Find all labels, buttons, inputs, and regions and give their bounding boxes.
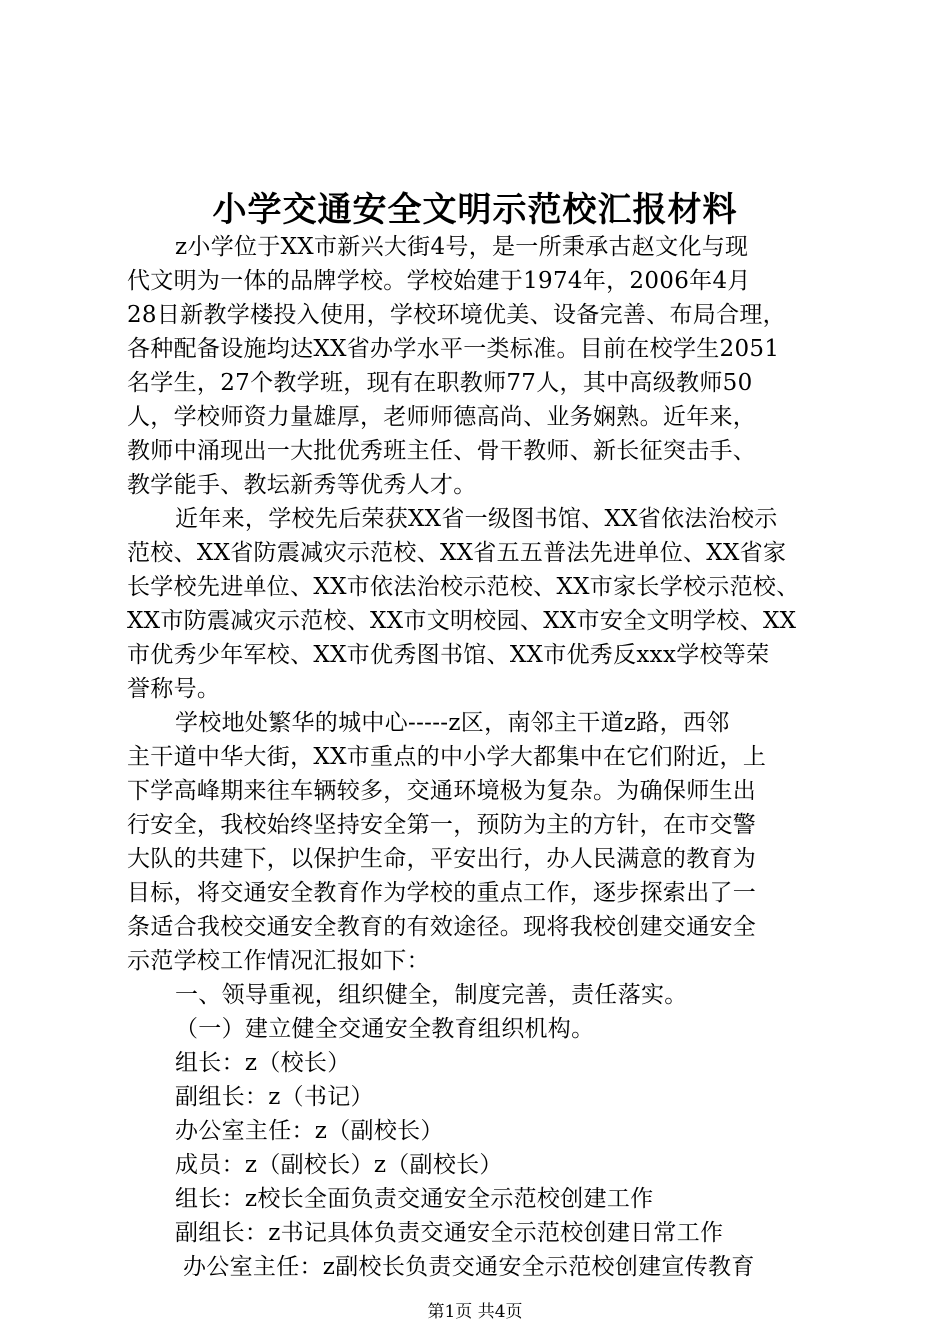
body-line: 副组长：z（书记）: [175, 1084, 374, 1110]
body-line: 教师中涌现出一大批优秀班主任、骨干教师、新长征突击手、: [127, 438, 757, 464]
body-line: 条适合我校交通安全教育的有效途径。现将我校创建交通安全: [127, 914, 757, 940]
body-line: z小学位于XX市新兴大街4号，是一所秉承古赵文化与现: [175, 234, 749, 260]
body-line: 办公室主任：z副校长负责交通安全示范校创建宣传教育: [183, 1254, 755, 1280]
document-title: 小学交通安全文明示范校汇报材料: [212, 190, 738, 230]
body-line: 范校、XX省防震减灾示范校、XX省五五普法先进单位、XX省家: [127, 540, 787, 566]
page-number: 第1页 共4页: [427, 1302, 523, 1322]
body-line: 主干道中华大街，XX市重点的中小学大都集中在它们附近，上: [127, 744, 767, 770]
body-line: 行安全，我校始终坚持安全第一，预防为主的方针，在市交警: [127, 812, 757, 838]
body-line: 28日新教学楼投入使用，学校环境优美、设备完善、布局合理，: [127, 302, 786, 328]
subsection-heading: （一）建立健全交通安全教育组织机构。: [175, 1016, 595, 1042]
body-line: 各种配备设施均达XX省办学水平一类标准。目前在校学生2051: [127, 336, 780, 362]
body-line: 代文明为一体的品牌学校。学校始建于1974年，2006年4月: [127, 268, 751, 294]
body-line: 名学生，27个教学班，现有在职教师77人，其中高级教师50: [127, 370, 753, 396]
body-line: 大队的共建下，以保护生命，平安出行，办人民满意的教育为: [127, 846, 757, 872]
body-line: 成员：z（副校长）z（副校长）: [175, 1152, 503, 1178]
body-line: XX市防震减灾示范校、XX市文明校园、XX市安全文明学校、XX: [127, 608, 797, 634]
body-line: 组长：z校长全面负责交通安全示范校创建工作: [175, 1186, 654, 1212]
body-line: 市优秀少年军校、XX市优秀图书馆、XX市优秀反xxx学校等荣: [127, 642, 770, 668]
body-line: 副组长：z书记具体负责交通安全示范校创建日常工作: [175, 1220, 724, 1246]
body-line: 学校地处繁华的城中心-----z区，南邻主干道z路，西邻: [175, 710, 730, 736]
body-line: 组长：z（校长）: [175, 1050, 351, 1076]
section-heading: 一、领导重视，组织健全，制度完善，责任落实。: [175, 982, 688, 1008]
body-line: 示范学校工作情况汇报如下：: [127, 948, 430, 974]
body-line: 人，学校师资力量雄厚，老师师德高尚、业务娴熟。近年来，: [127, 404, 757, 430]
body-line: 办公室主任：z（副校长）: [175, 1118, 444, 1144]
body-line: 长学校先进单位、XX市依法治校示范校、XX市家长学校示范校、: [127, 574, 800, 600]
body-line: 教学能手、教坛新秀等优秀人才。: [127, 472, 477, 498]
body-line: 下学高峰期来往车辆较多，交通环境极为复杂。为确保师生出: [127, 778, 757, 804]
body-line: 誉称号。: [127, 676, 221, 702]
body-line: 近年来，学校先后荣获XX省一级图书馆、XX省依法治校示: [175, 506, 778, 532]
body-line: 目标，将交通安全教育作为学校的重点工作，逐步探索出了一: [127, 880, 757, 906]
